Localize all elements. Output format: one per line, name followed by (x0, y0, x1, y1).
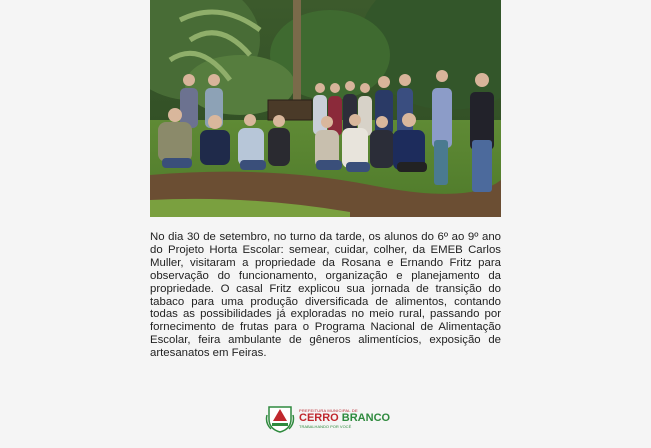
logo-tagline: TRABALHANDO POR VOCÊ (299, 423, 352, 429)
logo-name (299, 413, 390, 424)
cerro-branco-logo (265, 403, 389, 433)
logo-small-text: PREFEITURA MUNICIPAL DE (299, 407, 358, 413)
logo-name-part2: BRANCO (341, 411, 391, 424)
crest-icon (265, 403, 295, 433)
article-text: No dia 30 de setembro, no turno da tarde, os alunos do 6º ao 9º ano do Projeto Horta Escolar: semear, cuidar, colher, da EMEB Carlos Muller, visitaram a propriedade da Rosana e Ernando Fritz para observação do funcionamento, organização e planejamento da propriedade. O casal Fritz explicou sua jornada de transição do tabaco para uma produção diversificada de alimentos, contando todas as possibilidades já exploradas no meio rural, passando por fornecimento de frutas para o Programa Nacional de Alimentação Escolar, feira ambulante de gêneros alimentícios, exposição de artesanatos em Feiras. (150, 231, 501, 360)
logo-name-part1: CERRO (299, 411, 339, 424)
group-photo (150, 0, 501, 217)
